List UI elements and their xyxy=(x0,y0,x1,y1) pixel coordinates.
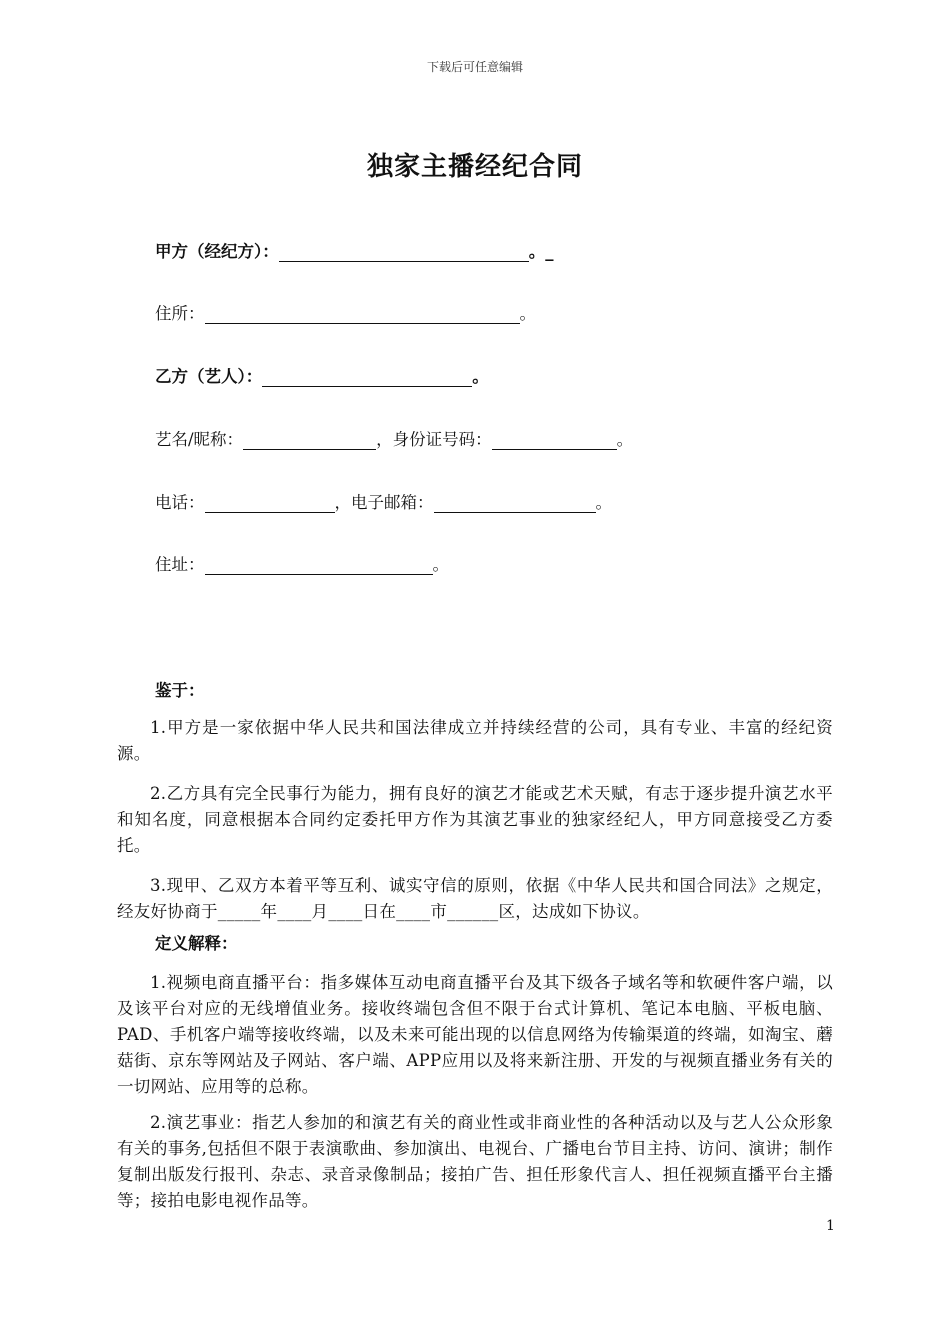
address-field xyxy=(155,300,536,324)
document-title: 独家主播经纪合同 xyxy=(366,152,583,182)
phone-blank[interactable] xyxy=(205,494,335,513)
recital-paragraph-1: 1.甲方是一家依据中华人民共和国法律成立并持续经营的公司，具有专业、丰富的经纪资源。 xyxy=(117,718,833,763)
contact-field xyxy=(155,489,612,513)
page-number: 1 xyxy=(826,1218,835,1234)
address-blank[interactable] xyxy=(205,305,520,324)
residence-label: 住址： xyxy=(155,555,205,574)
phone-label: 电话： xyxy=(155,493,205,512)
party-b-blank[interactable] xyxy=(262,368,472,387)
definition-paragraph-2: 2.演艺事业：指艺人参加的和演艺有关的商业性或非商业性的各种活动以及与艺人公众形象有关的事务,包括但不限于表演歌曲、参加演出、电视台、广播电台节目主持、访问、演讲；制作复制出版发行报刊、杂志、录音录像制品；接拍广告、担任形象代言人、担任视频直播平台主播等；接拍电影电视作品等。 xyxy=(117,1113,833,1210)
recital-paragraph-2: 2.乙方具有完全民事行为能力，拥有良好的演艺才能或艺术天赋，有志于逐步提升演艺水平和知名度，同意根据本合同约定委托甲方作为其演艺事业的独家经纪人，甲方同意接受乙方委托。 xyxy=(117,784,833,855)
stage-name-blank[interactable] xyxy=(243,431,376,450)
party-a-blank[interactable] xyxy=(279,243,529,262)
id-label: ，身份证号码： xyxy=(376,430,492,449)
residence-blank[interactable] xyxy=(205,556,433,575)
address-end: 。 xyxy=(519,304,536,323)
email-blank[interactable] xyxy=(434,494,596,513)
header-note: 下载后可任意编辑 xyxy=(426,60,523,74)
id-end: 。 xyxy=(616,430,634,449)
party-b-field xyxy=(155,363,489,387)
party-a-field xyxy=(155,238,554,262)
recital-paragraph-3: 3.现甲、乙双方本着平等互利、诚实守信的原则，依据《中华人民共和国合同法》之规定，经友好协商于_____年____月____日在____市______区，达成如下协议。 xyxy=(117,876,833,921)
residence-field xyxy=(155,551,449,575)
stage-name-label: 艺名/昵称： xyxy=(155,430,244,449)
id-blank[interactable] xyxy=(492,431,617,450)
residence-end: 。 xyxy=(432,555,449,574)
party-b-label: 乙方（艺人）： xyxy=(155,367,263,386)
email-end: 。 xyxy=(595,493,612,512)
definitions-heading: 定义解释： xyxy=(155,934,238,953)
stage-name-field xyxy=(155,426,633,450)
recitals-heading: 鉴于： xyxy=(155,681,205,700)
definition-paragraph-1: 1.视频电商直播平台：指多媒体互动电商直播平台及其下级各子域名等和软硬件客户端，以及该平台对应的无线增值业务。接收终端包含但不限于台式计算机、笔记本电脑、平板电脑、PAD、手机客户端等接收终端，以及未来可能出现的以信息网络为传输渠道的终端，如淘宝、蘑菇街、京东等网站及子网站、客户端、APP应用以及将来新注册、开发的与视频直播业务有关的一切网站、应用等的总称。 xyxy=(117,973,833,1096)
party-b-end: 。 xyxy=(472,367,489,386)
address-label: 住所： xyxy=(155,304,205,323)
party-a-label: 甲方（经纪方）： xyxy=(155,242,279,261)
email-label: ，电子邮箱： xyxy=(334,493,434,512)
party-a-end: 。_ xyxy=(528,242,554,261)
